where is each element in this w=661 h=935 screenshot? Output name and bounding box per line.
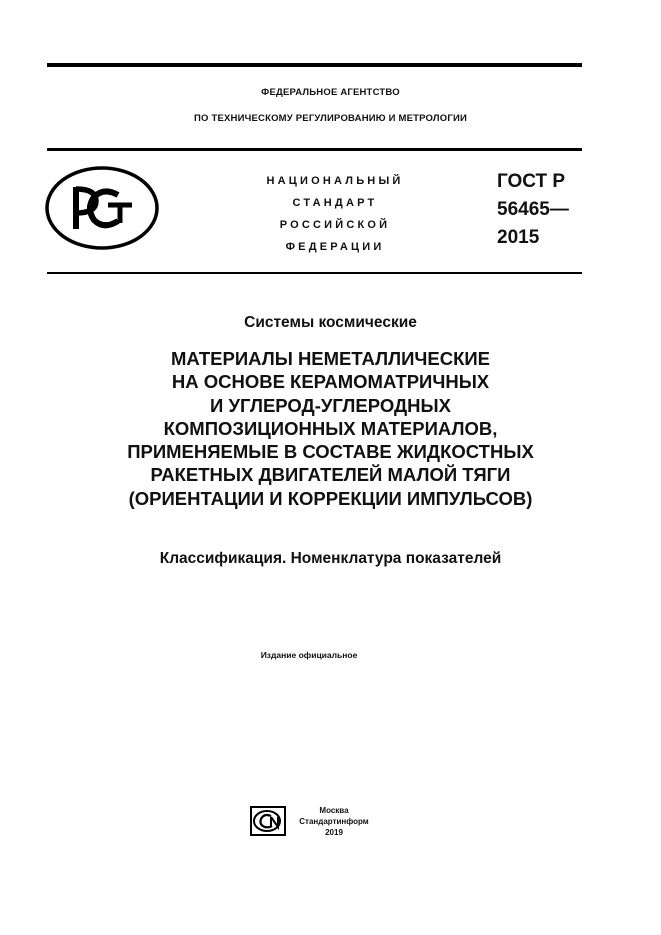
national-line: НАЦИОНАЛЬНЫЙ <box>266 175 404 187</box>
national-line: РОССИЙСКОЙ <box>279 219 391 231</box>
title-line: КОМПОЗИЦИОННЫХ МАТЕРИАЛОВ, <box>163 417 498 439</box>
classification-line: Классификация. Номенклатура показателей <box>159 550 502 567</box>
title-line: НА ОСНОВЕ КЕРАМОМАТРИЧНЫХ <box>171 371 490 393</box>
agency-name-line2: ПО ТЕХНИЧЕСКОМУ РЕГУЛИРОВАНИЮ И МЕТРОЛОГИИ <box>194 113 467 124</box>
official-edition-label: Издание официальное <box>260 650 358 660</box>
title-line: МАТЕРИАЛЫ НЕМЕТАЛЛИЧЕСКИЕ <box>171 348 490 369</box>
title-line: ПРИМЕНЯЕМЫЕ В СОСТАВЕ ЖИДКОСТНЫХ <box>127 441 534 463</box>
section-rule <box>47 272 582 274</box>
rst-certification-mark-icon <box>44 165 160 251</box>
standard-code-line2: 56465— <box>497 199 569 220</box>
document-subtitle: Системы космические <box>244 314 417 331</box>
title-line: РАКЕТНЫХ ДВИГАТЕЛЕЙ МАЛОЙ ТЯГИ <box>150 464 511 486</box>
standartinform-logo-icon <box>250 806 286 836</box>
header-rule <box>47 148 582 151</box>
national-standard-label <box>235 170 435 258</box>
standard-code <box>497 168 569 252</box>
publisher-name: Стандартинформ <box>299 817 369 826</box>
top-rule <box>47 63 582 67</box>
national-line: СТАНДАРТ <box>292 197 378 209</box>
title-line: И УГЛЕРОД-УГЛЕРОДНЫХ <box>210 394 451 416</box>
title-line: (ОРИЕНТАЦИИ И КОРРЕКЦИИ ИМПУЛЬСОВ) <box>128 487 533 509</box>
document-title <box>0 347 661 510</box>
publisher-info <box>294 805 374 838</box>
agency-name-line1: ФЕДЕРАЛЬНОЕ АГЕНТСТВО <box>261 87 400 98</box>
publisher-year: 2019 <box>325 828 343 837</box>
standard-code-line1: ГОСТ Р <box>497 171 566 192</box>
national-line: ФЕДЕРАЦИИ <box>285 241 385 253</box>
standard-code-line3: 2015 <box>497 227 540 248</box>
publisher-city: Москва <box>319 806 349 815</box>
